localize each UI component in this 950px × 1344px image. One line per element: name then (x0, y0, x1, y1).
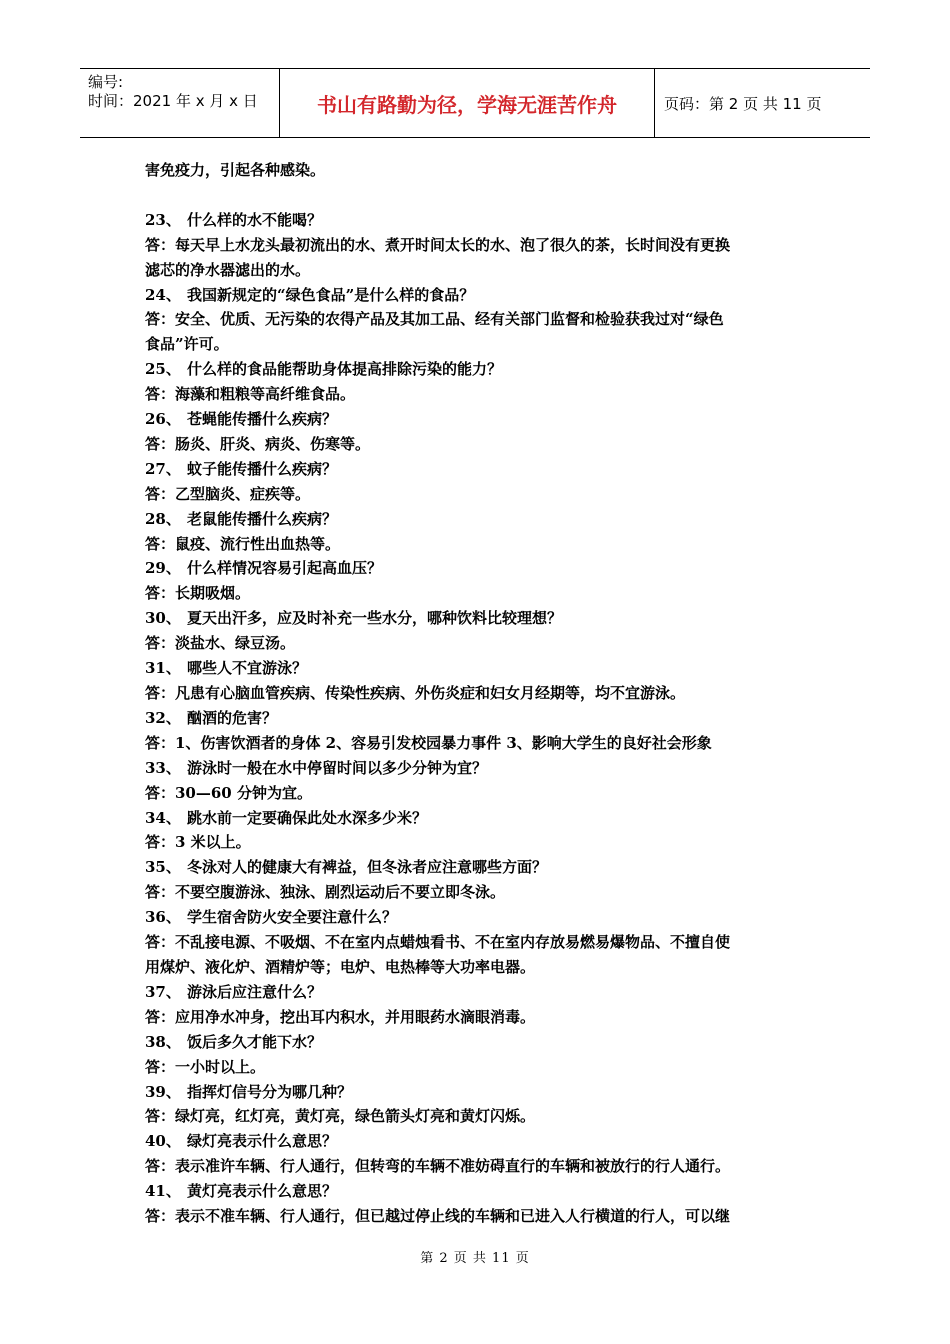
question-line (145, 1129, 815, 1154)
question-text: 学生宿舍防火安全要注意什么？ (187, 908, 398, 927)
question-text: 我国新规定的“绿色食品”是什么样的食品？ (187, 285, 475, 304)
question-number: 39、 (145, 1082, 181, 1101)
question-text: 黄灯亮表示什么意思？ (187, 1182, 338, 1201)
question-number: 30、 (145, 609, 181, 628)
header-time-label: 时间：2021 年 x 月 x 日 (88, 92, 258, 110)
question-number: 26、 (145, 410, 181, 429)
question-number: 33、 (145, 758, 181, 777)
question-text: 什么样的食品能帮助身体提高排除污染的能力？ (187, 360, 503, 379)
question-line (145, 656, 815, 681)
answer-line: 答：表示准许车辆、行人通行，但转弯的车辆不准妨碍直行的车辆和被放行的行人通行。 (145, 1157, 731, 1176)
question-line (145, 1080, 815, 1105)
answer-line: 答：应用净水冲身，挖出耳内积水，并用眼药水滴眼消毒。 (145, 1007, 536, 1026)
question-number: 27、 (145, 459, 181, 478)
question-text: 绿灯亮表示什么意思？ (187, 1132, 338, 1151)
blank-line (145, 183, 815, 208)
answer-line: 答：凡患有心脑血管疾病、传染性疾病、外伤炎症和妇女月经期等，均不宜游泳。 (145, 684, 686, 703)
answer-line: 用煤炉、液化炉、酒精炉等；电炉、电热棒等大功率电器。 (145, 957, 536, 976)
answer-line: 答：30—60 分钟为宜。 (145, 783, 312, 802)
document-body (145, 158, 815, 1229)
header-meta (80, 69, 280, 137)
question-number: 41、 (145, 1182, 181, 1201)
answer-line: 答：肠炎、肝炎、病炎、伤寒等。 (145, 434, 371, 453)
question-number: 31、 (145, 659, 181, 678)
answer-line: 答：安全、优质、无污染的农得产品及其加工品、经有关部门监督和检验获我过对“绿色 (145, 310, 724, 329)
question-line (145, 980, 815, 1005)
answer-line: 答：淡盐水、绿豆汤。 (145, 634, 296, 653)
answer-line: 答：海藻和粗粮等高纤维食品。 (145, 385, 356, 404)
question-line (145, 507, 815, 532)
question-line (145, 905, 815, 930)
answer-line: 答：每天早上水龙头最初流出的水、煮开时间太长的水、泡了很久的茶，长时间没有更换 (145, 235, 731, 254)
question-line (145, 407, 815, 432)
page-header (80, 68, 870, 138)
intro-line: 害免疫力，引起各种感染。 (145, 161, 326, 179)
question-line (145, 806, 815, 831)
question-line (145, 457, 815, 482)
question-text: 哪些人不宜游泳？ (187, 659, 308, 678)
question-line (145, 556, 815, 581)
answer-line: 答：1、伤害饮酒者的身体 2、容易引发校园暴力事件 3、影响大学生的良好社会形象 (145, 733, 712, 752)
question-text: 指挥灯信号分为哪几种？ (187, 1082, 353, 1101)
question-text: 游泳时一般在水中停留时间以多少分钟为宜？ (187, 758, 488, 777)
question-number: 38、 (145, 1032, 181, 1051)
question-text: 跳水前一定要确保此处水深多少米？ (187, 808, 428, 827)
answer-line: 答：不要空腹游泳、独泳、剧烈运动后不要立即冬泳。 (145, 883, 506, 902)
answer-line: 答：表示不准车辆、行人通行，但已越过停止线的车辆和已进入人行横道的行人，可以继 (145, 1207, 731, 1226)
question-number: 35、 (145, 858, 181, 877)
question-line (145, 606, 815, 631)
question-number: 36、 (145, 908, 181, 927)
answer-line: 答：鼠疫、流行性出血热等。 (145, 534, 341, 553)
question-text: 游泳后应注意什么？ (187, 982, 323, 1001)
answer-line: 答：不乱接电源、不吸烟、不在室内点蜡烛看书、不在室内存放易燃易爆物品、不擅自使 (145, 933, 731, 952)
question-text: 什么样情况容易引起高血压？ (187, 559, 383, 578)
header-motto: 书山有路勤为径，学海无涯苦作舟 (280, 69, 655, 137)
question-line (145, 756, 815, 781)
answer-line: 答：一小时以上。 (145, 1057, 266, 1076)
answer-line: 答：长期吸烟。 (145, 584, 251, 603)
question-text: 夏天出汗多，应及时补充一些水分，哪种饮料比较理想？ (187, 609, 563, 628)
question-text: 什么样的水不能喝？ (187, 210, 323, 229)
header-id-label: 编号: (88, 73, 124, 91)
question-number: 40、 (145, 1132, 181, 1151)
question-text: 饭后多久才能下水？ (187, 1032, 323, 1051)
answer-line: 答：绿灯亮，红灯亮，黄灯亮，绿色箭头灯亮和黄灯闪烁。 (145, 1107, 536, 1126)
header-page-info: 页码：第 2 页 共 11 页 (664, 94, 822, 113)
question-number: 37、 (145, 982, 181, 1001)
question-number: 32、 (145, 708, 181, 727)
page-footer: 第 2 页 共 11 页 (420, 1251, 530, 1266)
question-number: 28、 (145, 509, 181, 528)
question-line (145, 706, 815, 731)
question-number: 23、 (145, 210, 181, 229)
question-text: 老鼠能传播什么疾病？ (187, 509, 338, 528)
question-number: 29、 (145, 559, 181, 578)
question-line (145, 283, 815, 308)
question-text: 酗酒的危害？ (187, 708, 278, 727)
answer-line: 食品”许可。 (145, 335, 229, 354)
question-text: 冬泳对人的健康大有裨益，但冬泳者应注意哪些方面？ (187, 858, 548, 877)
answer-line: 答：3 米以上。 (145, 833, 251, 852)
answer-line: 滤芯的净水器滤出的水。 (145, 260, 311, 279)
question-number: 34、 (145, 808, 181, 827)
question-line (145, 357, 815, 382)
question-line (145, 1030, 815, 1055)
question-line (145, 1179, 815, 1204)
question-line (145, 208, 815, 233)
question-text: 蚊子能传播什么疾病？ (187, 459, 338, 478)
question-line (145, 855, 815, 880)
question-number: 25、 (145, 360, 181, 379)
question-number: 24、 (145, 285, 181, 304)
answer-line: 答：乙型脑炎、症疾等。 (145, 484, 311, 503)
question-text: 苍蝇能传播什么疾病？ (187, 410, 338, 429)
